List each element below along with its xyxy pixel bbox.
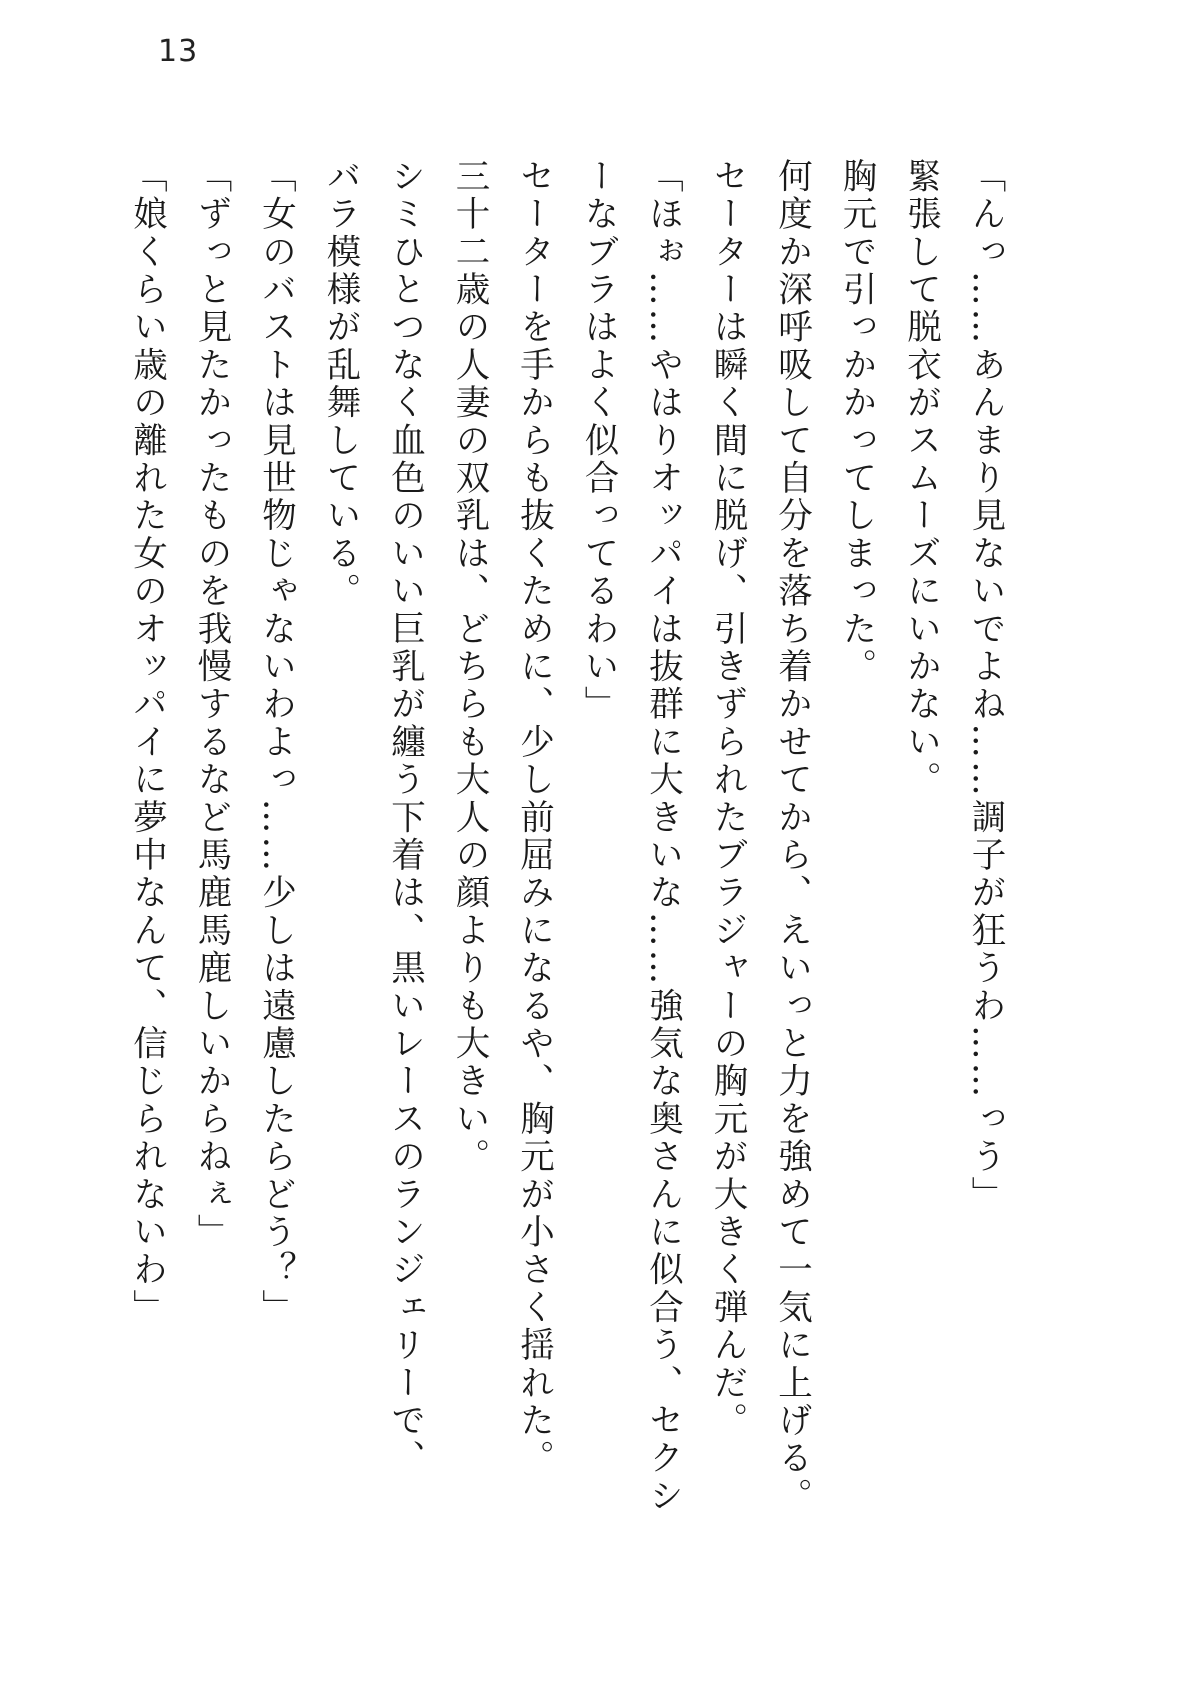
text-line: セーターは瞬く間に脱げ、引きずられたブラジャーの胸元が大きく弾んだ。 — [707, 158, 747, 1440]
text-line: 「女のバストは見世物じゃないわよっ……少しは遠慮したらどう？」 — [255, 158, 296, 1327]
text-line: 「娘くらい歳の離れた女のオッパイに夢中なんて、信じられないわ」 — [126, 158, 167, 1327]
text-line: シミひとつなく血色のいい巨乳が纏う下着は、黒いレースのランジェリーで、 — [384, 158, 425, 1478]
page-number: 13 — [158, 34, 199, 69]
text-line: 「んっ……あんまり見ないでよね……調子が狂うわ……っう」 — [965, 158, 1005, 1214]
text-line: 「ずっと見たかったものを我慢するなど馬鹿馬鹿しいからねぇ」 — [191, 158, 231, 1252]
text-line: 緊張して脱衣がスムーズにいかない。 — [900, 158, 941, 799]
text-line: 三十二歳の人妻の双乳は、どちらも大人の顔よりも大きい。 — [449, 158, 489, 1176]
text-line: セーターを手からも抜くために、少し前屈みになるや、胸元が小さく揺れた。 — [513, 158, 554, 1478]
text-line: 「ほぉ……やはりオッパイは抜群に大きいな……強気な奥さんに似合う、セクシ — [642, 158, 683, 1516]
text-line: バラ模様が乱舞している。 — [320, 158, 360, 611]
text-line: ーなブラはよく似合ってるわい」 — [578, 158, 618, 724]
body-text — [126, 158, 1017, 1538]
text-line: 胸元で引っかかってしまった。 — [836, 158, 876, 686]
text-line: 何度か深呼吸して自分を落ち着かせてから、えいっと力を強めて一気に上げる。 — [771, 158, 812, 1516]
